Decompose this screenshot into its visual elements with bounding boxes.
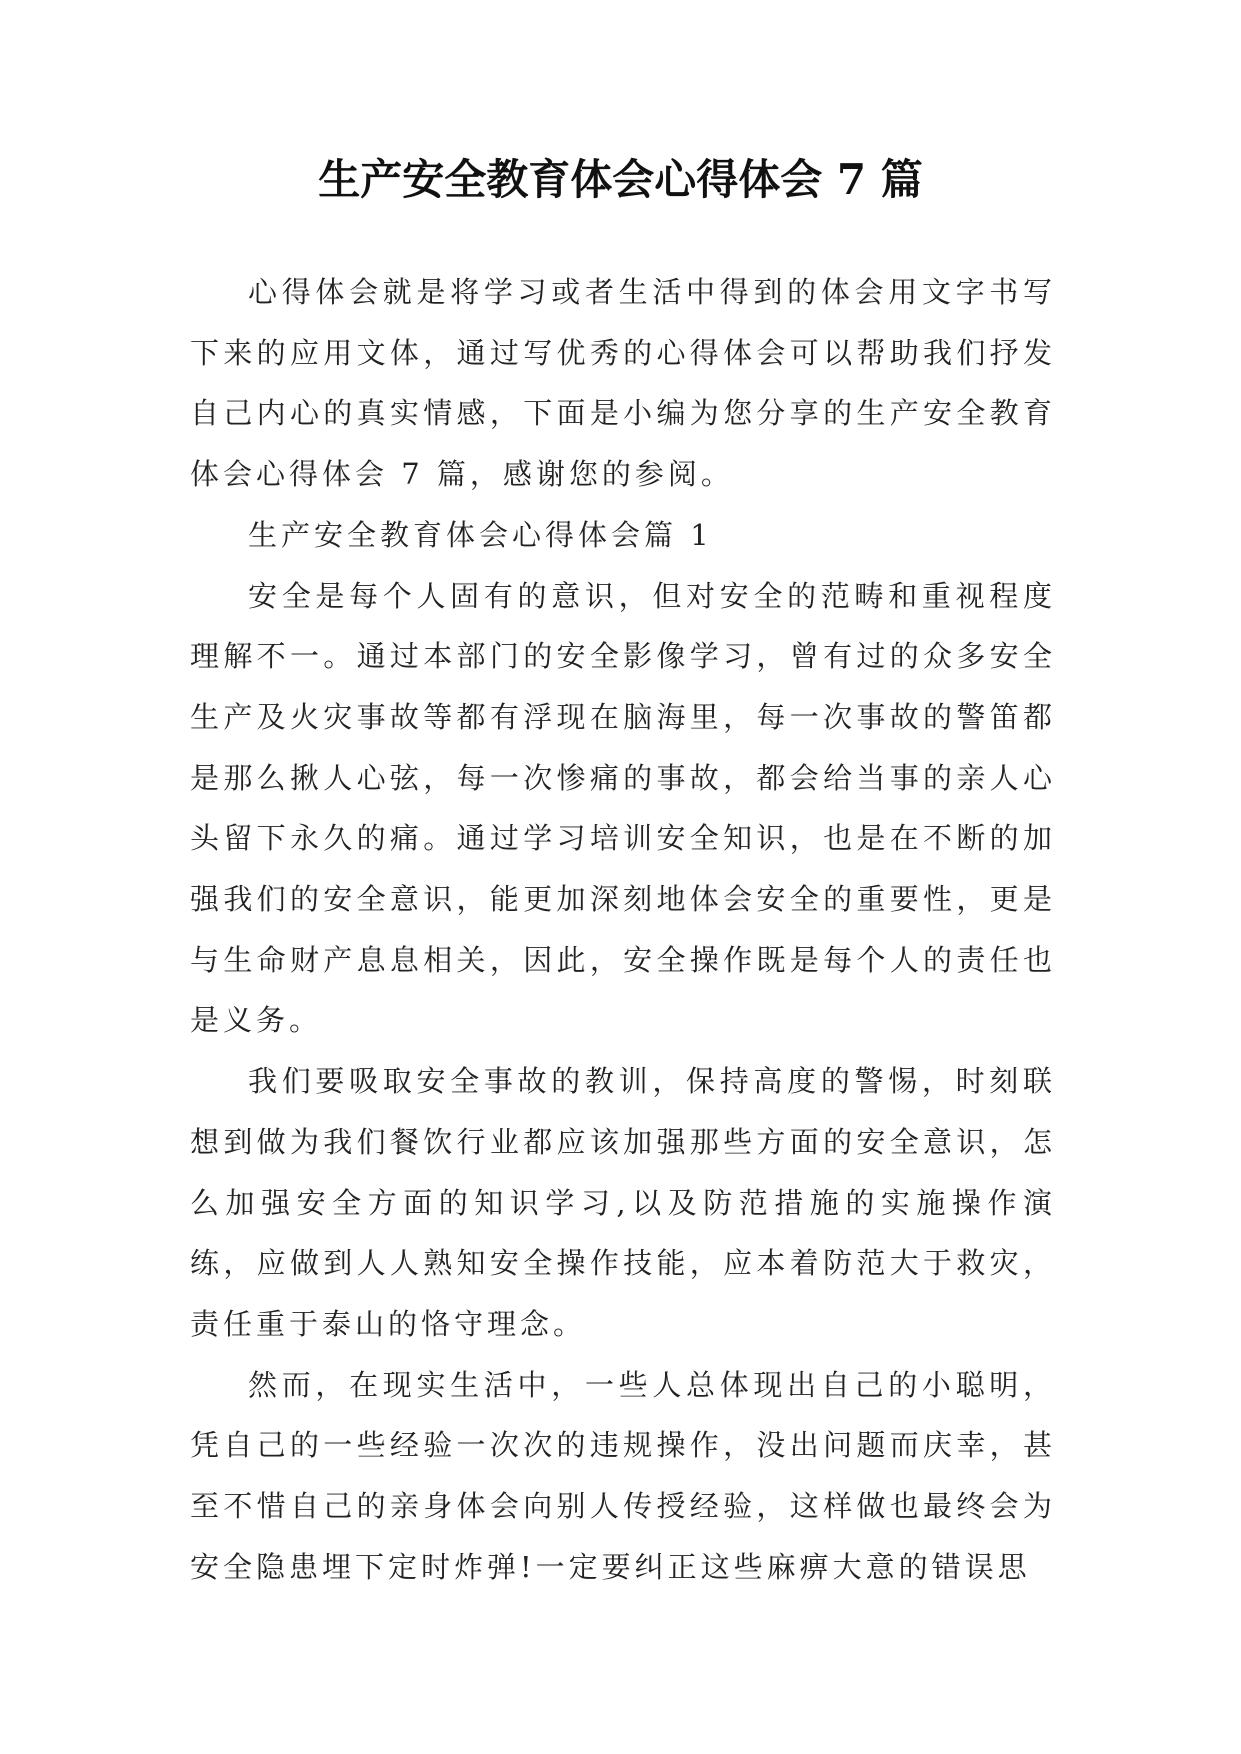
paragraph-intro: 心得体会就是将学习或者生活中得到的体会用文字书写下来的应用文体，通过写优秀的心得体会可以帮助我们抒发自己内心的真实情感，下面是小编为您分享的生产安全教育体会心得体会 7 篇，感谢您的参阅。	[190, 275, 1056, 492]
paragraph: 安全是每个人固有的意识，但对安全的范畴和重视程度理解不一。通过本部门的安全影像学习，曾有过的众多安全生产及火灾事故等都有浮现在脑海里，每一次事故的警笛都是那么揪人心弦，每一次惨痛的事故，都会给当事的亲人心头留下永久的痛。通过学习培训安全知识，也是在不断的加强我们的安全意识，能更加深刻地体会安全的重要性，更是与生命财产息息相关，因此，安全操作既是每个人的责任也是义务。	[190, 578, 1056, 1038]
document-title: 生产安全教育体会心得体会 7 篇	[318, 155, 923, 204]
document-body	[190, 262, 1056, 1597]
paragraph: 然而，在现实生活中，一些人总体现出自己的小聪明，凭自己的一些经验一次次的违规操作，没出问题而庆幸，甚至不惜自己的亲身体会向别人传授经验，这样做也最终会为安全隐患埋下定时炸弹!一定要纠正这些麻痹大意的错误思	[190, 1367, 1056, 1584]
section-heading: 生产安全教育体会心得体会篇 1	[248, 517, 713, 552]
paragraph: 我们要吸取安全事故的教训，保持高度的警惕，时刻联想到做为我们餐饮行业都应该加强那些方面的安全意识，怎么加强安全方面的知识学习,以及防范措施的实施操作演练，应做到人人熟知安全操作技能，应本着防范大于救灾，责任重于泰山的恪守理念。	[190, 1064, 1056, 1341]
